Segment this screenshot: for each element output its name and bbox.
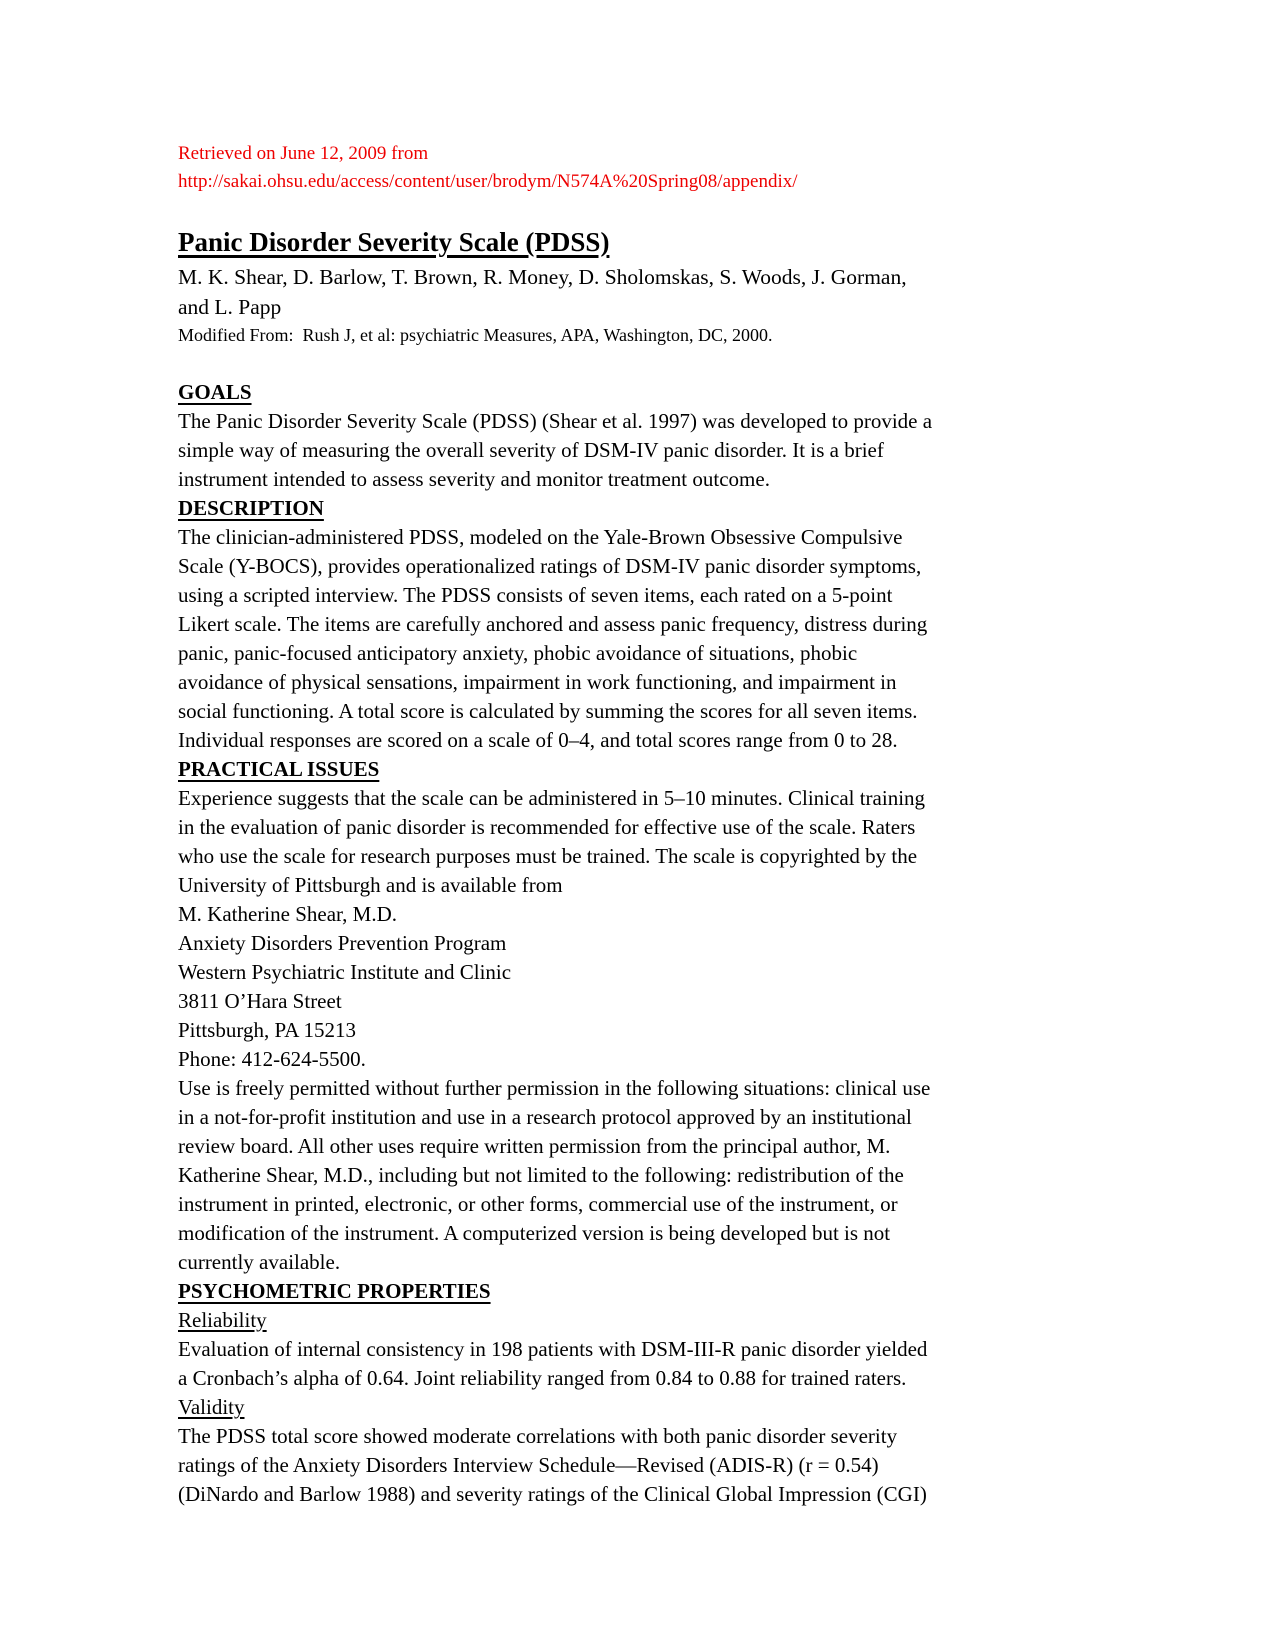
document-line: currently available.: [178, 1250, 341, 1274]
subsection-heading-validity: Validity: [178, 1395, 245, 1419]
document-line: a Cronbach’s alpha of 0.64. Joint reliability ranged from 0.84 to 0.88 for trained raters.: [178, 1366, 907, 1390]
document-line: in the evaluation of panic disorder is recommended for effective use of the scale. Raters: [178, 815, 916, 839]
document-line: social functioning. A total score is calculated by summing the scores for all seven items.: [178, 699, 918, 723]
document-line: simple way of measuring the overall severity of DSM-IV panic disorder. It is a brief: [178, 438, 884, 462]
contact-name-line: M. Katherine Shear, M.D.: [178, 902, 398, 926]
document-line: panic, panic-focused anticipatory anxiety, phobic avoidance of situations, phobic: [178, 641, 858, 665]
document-line: instrument intended to assess severity and monitor treatment outcome.: [178, 467, 770, 491]
document-line: The Panic Disorder Severity Scale (PDSS) (Shear et al. 1997) was developed to provide a: [178, 409, 933, 433]
subsection-heading-reliability: Reliability: [178, 1308, 267, 1332]
document-line: review board. All other uses require written permission from the principal author, M.: [178, 1134, 891, 1158]
document-line: Experience suggests that the scale can be administered in 5–10 minutes. Clinical training: [178, 786, 926, 810]
section-heading-description: DESCRIPTION: [178, 496, 324, 520]
contact-institute-line: Western Psychiatric Institute and Clinic: [178, 960, 512, 984]
document-line: (DiNardo and Barlow 1988) and severity ratings of the Clinical Global Impression (CGI): [178, 1482, 927, 1506]
document-line: The clinician-administered PDSS, modeled on the Yale-Brown Obsessive Compulsive: [178, 525, 903, 549]
document-line: Use is freely permitted without further permission in the following situations: clinical use: [178, 1076, 931, 1100]
document-line: The PDSS total score showed moderate correlations with both panic disorder severity: [178, 1424, 898, 1448]
document-line: Likert scale. The items are carefully anchored and assess panic frequency, distress during: [178, 612, 928, 636]
document-line: Katherine Shear, M.D., including but not limited to the following: redistribution of the: [178, 1163, 904, 1187]
source-url: http://sakai.ohsu.edu/access/content/user/brodym/N574A%20Spring08/appendix/: [178, 171, 798, 192]
spacer: [178, 196, 1078, 222]
document-line: avoidance of physical sensations, impairment in work functioning, and impairment in: [178, 670, 897, 694]
document-line: using a scripted interview. The PDSS consists of seven items, each rated on a 5-point: [178, 583, 893, 607]
spacer: [178, 348, 1078, 378]
retrieved-date-line: Retrieved on June 12, 2009 from: [178, 143, 429, 164]
page-title: Panic Disorder Severity Scale (PDSS): [178, 227, 610, 257]
document-line: ratings of the Anxiety Disorders Interview Schedule—Revised (ADIS-R) (r = 0.54): [178, 1453, 879, 1477]
document-line: who use the scale for research purposes must be trained. The scale is copyrighted by the: [178, 844, 918, 868]
document-line: instrument in printed, electronic, or other forms, commercial use of the instrument, or: [178, 1192, 898, 1216]
section-heading-psychometric-properties: PSYCHOMETRIC PROPERTIES: [178, 1279, 491, 1303]
document-line: Evaluation of internal consistency in 198 patients with DSM-III-R panic disorder yielded: [178, 1337, 928, 1361]
document-line: Individual responses are scored on a scale of 0–4, and total scores range from 0 to 28.: [178, 728, 898, 752]
authors-line: and L. Papp: [178, 295, 282, 319]
document-line: modification of the instrument. A computerized version is being developed but is not: [178, 1221, 891, 1245]
authors-line: M. K. Shear, D. Barlow, T. Brown, R. Money, D. Sholomskas, S. Woods, J. Gorman,: [178, 265, 907, 289]
contact-street-line: 3811 O’Hara Street: [178, 989, 342, 1013]
document-line: Scale (Y-BOCS), provides operationalized ratings of DSM-IV panic disorder symptoms,: [178, 554, 922, 578]
contact-city-line: Pittsburgh, PA 15213: [178, 1018, 356, 1042]
section-heading-goals: GOALS: [178, 380, 252, 404]
document-line: in a not-for-profit institution and use in a research protocol approved by an institutional: [178, 1105, 912, 1129]
document-line: University of Pittsburgh and is available from: [178, 873, 563, 897]
document-content: [178, 140, 1078, 1509]
source-note: Modified From: Rush J, et al: psychiatric Measures, APA, Washington, DC, 2000.: [178, 325, 773, 345]
contact-phone-line: Phone: 412-624-5500.: [178, 1047, 366, 1071]
section-heading-practical-issues: PRACTICAL ISSUES: [178, 757, 380, 781]
contact-program-line: Anxiety Disorders Prevention Program: [178, 931, 507, 955]
